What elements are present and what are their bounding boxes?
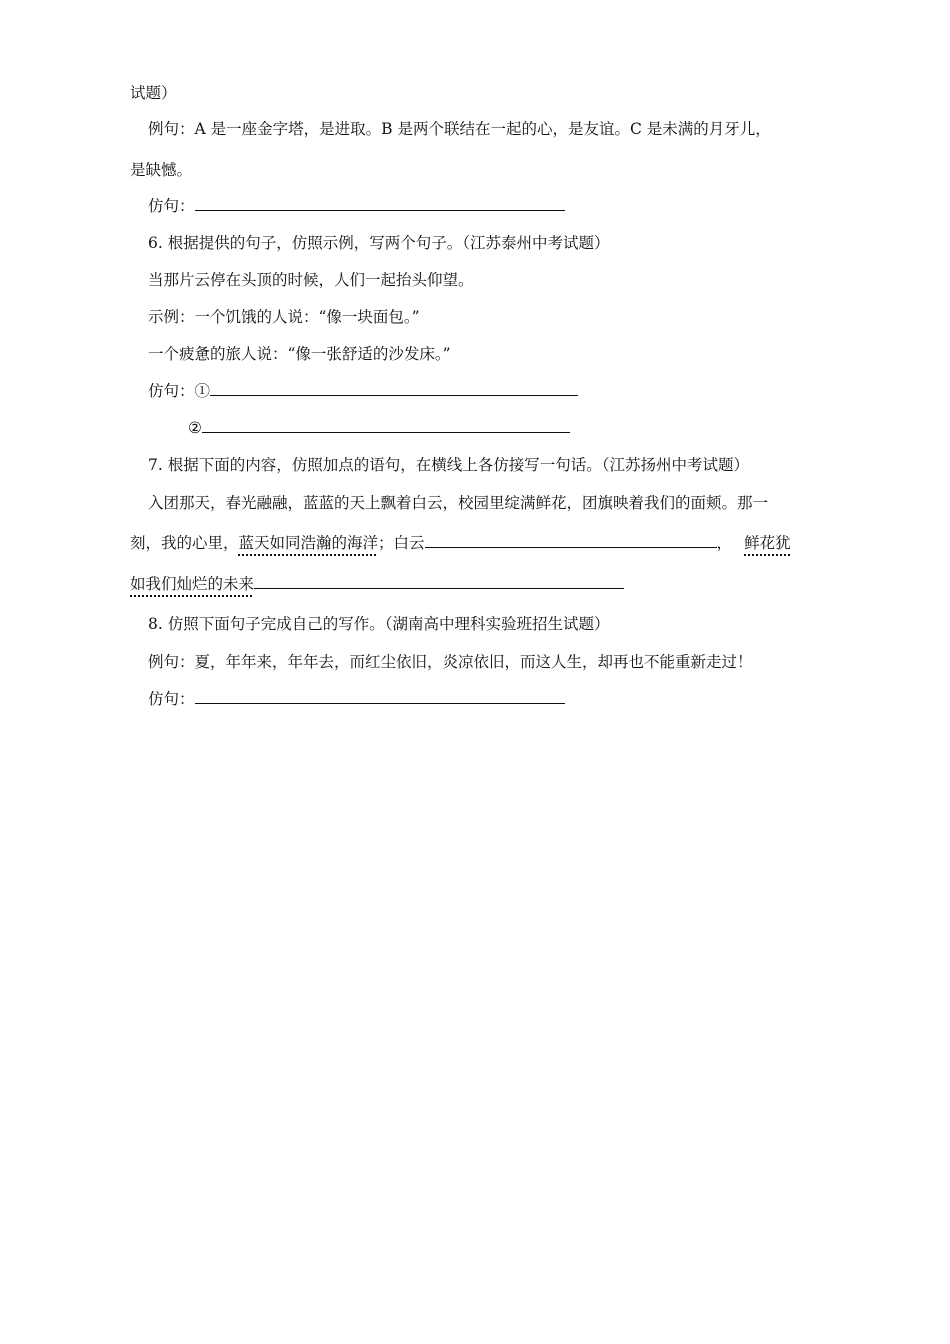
q7-para-line2-a: 刻，我的心里， [130, 534, 239, 552]
q5-source-tail: 试题） [130, 84, 177, 102]
q6-example1: 示例：一个饥饿的人说：“像一块面包。” [148, 308, 420, 326]
q7-para-line2-b: ；白云 [378, 534, 425, 552]
q5-example-line2: 是缺憾。 [130, 161, 193, 179]
q6-answer1-blank[interactable] [210, 381, 578, 396]
q7-dotted-phrase3: 如我们灿烂的未来 [130, 575, 255, 593]
q6-title: 6. 根据提供的句子，仿照示例，写两个句子。（江苏泰州中考试题） [148, 234, 610, 252]
q6-answer1-line [148, 381, 578, 401]
q6-sentence: 当那片云停在头顶的时候，人们一起抬头仰望。 [148, 271, 474, 289]
q7-para-line2 [130, 533, 791, 553]
q7-dotted-phrase: 蓝天如同浩瀚的海洋 [238, 534, 379, 552]
q5-answer-blank[interactable] [195, 196, 565, 211]
q6-answer2-line [188, 418, 570, 438]
q7-answer1-blank[interactable] [425, 533, 717, 548]
q5-example-line1: 例句：A 是一座金字塔，是进取。B 是两个联结在一起的心，是友谊。C 是未满的月牙儿， [148, 120, 771, 138]
q8-answer-label: 仿句： [148, 690, 195, 708]
q7-para-line1: 入团那天，春光融融，蓝蓝的天上飘着白云，校园里绽满鲜花，团旗映着我们的面颊。那一 [148, 494, 769, 512]
q8-example: 例句：夏，年年来，年年去，而红尘依旧，炎凉依旧，而这人生，却再也不能重新走过！ [148, 653, 753, 671]
q7-title: 7. 根据下面的内容，仿照加点的语句，在横线上各仿接写一句话。（江苏扬州中考试题） [148, 456, 749, 474]
q8-answer-blank[interactable] [195, 689, 565, 704]
q6-answer2-label: ② [188, 419, 202, 437]
q7-para-line2-c: ， [716, 534, 733, 552]
q6-answer1-label: 仿句：① [148, 382, 211, 400]
q7-answer2-blank[interactable] [254, 574, 624, 589]
q8-title: 8. 仿照下面句子完成自己的写作。（湖南高中理科实验班招生试题） [148, 615, 610, 633]
q7-dotted-phrase2: 鲜花犹 [744, 534, 791, 552]
q6-example2: 一个疲惫的旅人说：“像一张舒适的沙发床。” [148, 345, 451, 363]
q5-answer-label: 仿句： [148, 197, 195, 215]
q7-para-line3 [130, 574, 624, 594]
q6-answer2-blank[interactable] [202, 418, 570, 433]
q5-answer-line [148, 196, 565, 216]
q8-answer-line [148, 689, 565, 709]
